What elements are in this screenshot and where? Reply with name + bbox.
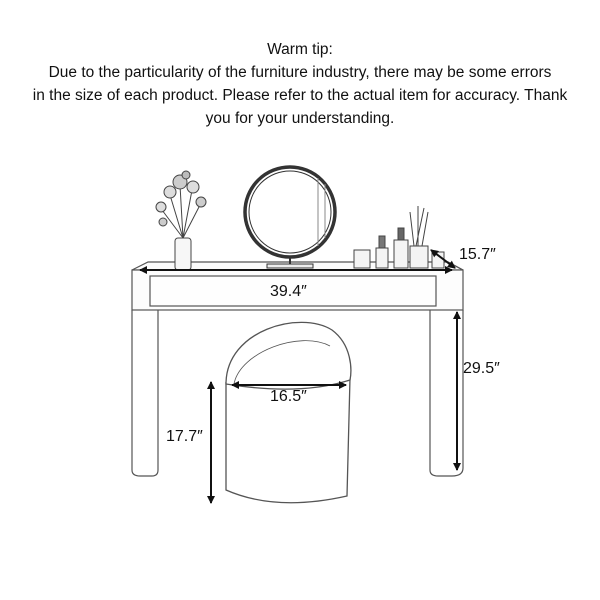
- stool-height-label: 17.7″: [166, 428, 203, 445]
- stool-width-label: 16.5″: [270, 388, 307, 405]
- flower-vase: [156, 171, 206, 270]
- tip-line-2: in the size of each product. Please refer to the actual item for accuracy. Thank: [32, 87, 568, 104]
- table-height-label: 29.5″: [463, 360, 500, 377]
- round-mirror: [245, 167, 335, 268]
- tip-line-3: you for your understanding.: [205, 110, 395, 127]
- tip-heading: Warm tip:: [267, 41, 333, 58]
- table-width-label: 39.4″: [270, 283, 307, 300]
- tip-line-1: Due to the particularity of the furniture industry, there may be some errors: [48, 64, 552, 81]
- cosmetic-bottles: [354, 206, 444, 268]
- table-depth-label: 15.7″: [459, 246, 496, 263]
- stool: [226, 322, 351, 502]
